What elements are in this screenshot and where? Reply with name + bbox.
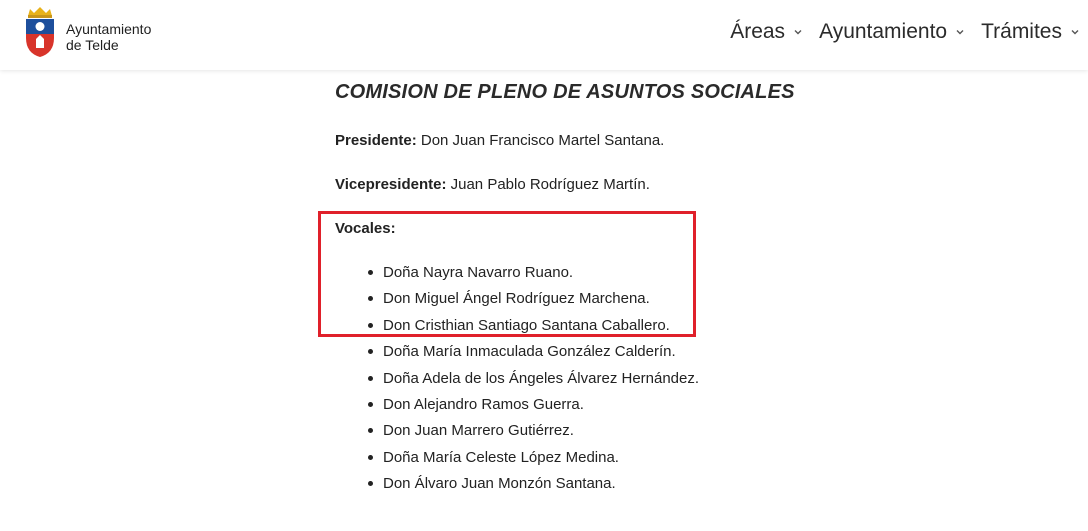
- brand-line-1: Ayuntamiento: [66, 21, 152, 37]
- site-header: [0, 0, 1088, 70]
- nav-item-areas[interactable]: [730, 20, 803, 44]
- list-item: Don Miguel Ángel Rodríguez Marchena.: [335, 289, 699, 315]
- list-item: Doña Adela de los Ángeles Álvarez Hernández.: [335, 369, 699, 395]
- chevron-down-icon: [793, 27, 803, 37]
- vicepresidente-label: Vicepresidente:: [335, 176, 447, 193]
- main-nav: [730, 20, 1080, 44]
- nav-item-label: Trámites: [981, 20, 1062, 43]
- list-item: Doña María Celeste López Medina.: [335, 448, 699, 474]
- list-item: Don Alejandro Ramos Guerra.: [335, 395, 699, 421]
- vocales-label: Vocales:: [335, 220, 396, 237]
- telde-coat-of-arms-icon[interactable]: [22, 6, 58, 58]
- presidente-value: Don Juan Francisco Martel Santana.: [416, 132, 665, 149]
- presidente-line: [335, 132, 664, 149]
- nav-item-ayuntamiento[interactable]: [819, 20, 965, 44]
- vicepresidente-line: [335, 176, 650, 193]
- page-title: COMISION DE PLENO DE ASUNTOS SOCIALES: [335, 81, 795, 103]
- list-item: Don Cristhian Santiago Santana Caballero.: [335, 316, 699, 342]
- list-item: Doña María Inmaculada González Calderín.: [335, 342, 699, 368]
- list-item: Don Álvaro Juan Monzón Santana.: [335, 474, 699, 500]
- presidente-label: Presidente:: [335, 132, 417, 149]
- site-brand[interactable]: [66, 21, 151, 53]
- main-content: [232, 70, 852, 531]
- brand-line-2: de Telde: [66, 37, 119, 53]
- nav-item-tramites[interactable]: [981, 20, 1080, 44]
- chevron-down-icon: [955, 27, 965, 37]
- vicepresidente-value: Juan Pablo Rodríguez Martín.: [446, 176, 650, 193]
- nav-item-label: Áreas: [730, 20, 786, 43]
- vocales-heading: [335, 220, 396, 237]
- nav-item-label: Ayuntamiento: [819, 20, 948, 43]
- list-item: Doña Nayra Navarro Ruano.: [335, 263, 699, 289]
- chevron-down-icon: [1070, 27, 1080, 37]
- vocales-list: [335, 263, 699, 501]
- list-item: Don Juan Marrero Gutiérrez.: [335, 421, 699, 447]
